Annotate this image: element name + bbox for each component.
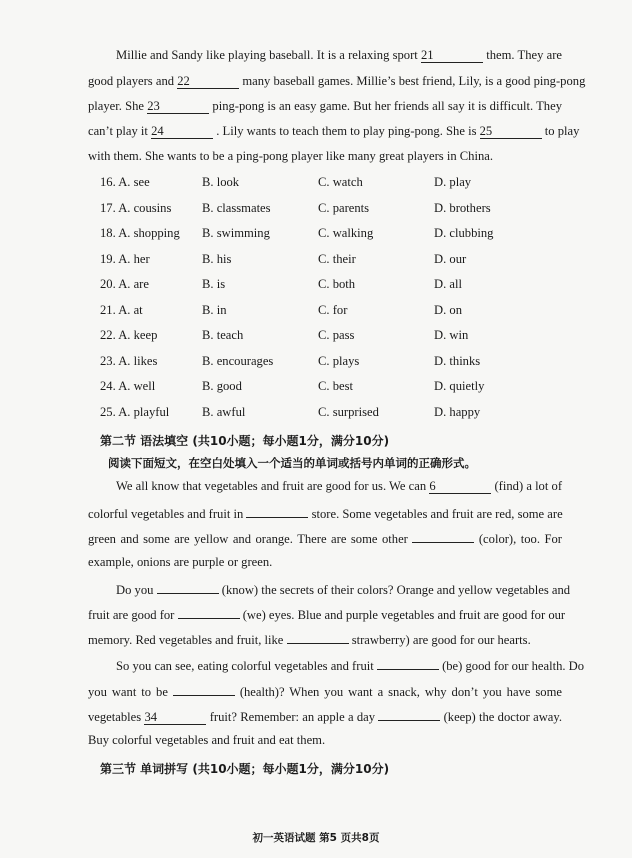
text-line — [88, 706, 562, 724]
option-choice: C. both — [318, 277, 356, 291]
option-row — [100, 326, 560, 344]
text-line — [116, 655, 585, 673]
text-segment: (be) good for our health. Do — [442, 659, 585, 673]
answer-blank[interactable] — [246, 503, 308, 518]
option-choice: B. swimming — [202, 226, 270, 240]
text-line — [116, 477, 562, 495]
text-line — [116, 46, 562, 64]
option-choice: 23. A. likes — [100, 353, 158, 368]
option-choice: C. parents — [318, 200, 370, 215]
option-choice: C. watch — [318, 175, 363, 189]
text-segment: colorful vegetables and fruit in — [88, 507, 244, 521]
option-choice: D. clubbing — [434, 226, 494, 240]
answer-blank[interactable] — [157, 579, 219, 594]
text-line — [88, 604, 566, 622]
option-choice: C. surprised — [318, 404, 379, 419]
text-segment: Buy colorful vegetables and fruit and eat them. — [88, 733, 326, 747]
option-choice: 24. A. well — [100, 379, 156, 393]
text-segment: . Lily wants to teach them to play ping-pong. She is — [216, 124, 477, 138]
answer-blank[interactable] — [377, 655, 439, 670]
option-row — [100, 352, 560, 370]
option-choice: D. happy — [434, 404, 481, 419]
text-segment: So you can see, eating colorful vegetables and fruit — [116, 659, 374, 673]
text-segment: many baseball games. Millie’s best friend, Lily, is a good ping-pong — [242, 74, 586, 88]
text-segment: with them. She wants to be a ping-pong player like many great players in China. — [88, 149, 494, 163]
text-line — [88, 503, 562, 521]
option-choice: D. brothers — [434, 200, 491, 215]
answer-blank[interactable] — [178, 604, 240, 619]
option-choice: C. walking — [318, 226, 374, 240]
answer-blank[interactable]: 21 — [421, 48, 483, 63]
option-choice: C. their — [318, 251, 356, 266]
option-choice: 21. A. at — [100, 302, 143, 317]
text-segment: We all know that vegetables and fruit are good for us. We can — [116, 479, 427, 493]
text-segment: memory. Red vegetables and fruit, like — [88, 633, 287, 647]
option-choice: 25. A. playful — [100, 404, 170, 419]
option-row — [100, 199, 560, 217]
text-segment: green and some are yellow and orange. There are some other — [88, 532, 408, 546]
option-choice: 22. A. keep — [100, 328, 158, 342]
text-line — [88, 97, 562, 115]
text-segment: store. Some vegetables and fruit are red, some are — [311, 507, 563, 521]
answer-blank[interactable]: 23 — [147, 99, 209, 114]
text-segment: (find) a lot of — [494, 479, 563, 493]
text-segment: (we) eyes. Blue and purple vegetables and fruit are good for our — [242, 608, 566, 622]
answer-blank[interactable]: 22 — [177, 74, 239, 89]
text-line — [88, 553, 562, 571]
option-choice: B. classmates — [202, 200, 271, 215]
text-line — [88, 72, 586, 90]
answer-blank[interactable]: 24 — [151, 124, 213, 139]
option-choice: 19. A. her — [100, 251, 150, 266]
section2-instruction: 阅读下面短文，在空白处填入一个适当的单词或括号内单词的正确形式。 — [108, 456, 476, 470]
text-line — [116, 579, 571, 597]
answer-blank[interactable] — [173, 681, 235, 696]
text-segment: good players and — [88, 74, 175, 88]
option-choice: B. is — [202, 277, 226, 291]
text-segment: Do you — [116, 583, 154, 597]
text-segment: can’t play it — [88, 124, 148, 138]
option-row — [100, 250, 560, 268]
option-choice: D. quietly — [434, 379, 485, 393]
option-choice: C. for — [318, 302, 348, 317]
text-line — [88, 528, 562, 546]
answer-blank[interactable] — [287, 629, 349, 644]
text-segment: them. They are — [486, 48, 562, 62]
option-choice: B. teach — [202, 328, 244, 342]
answer-blank[interactable] — [378, 706, 440, 721]
text-line — [88, 629, 562, 647]
answer-blank[interactable] — [412, 528, 474, 543]
text-line — [88, 681, 562, 699]
section3-heading: 第三节 单词拼写 (共10小题；每小题1分，满分10分) — [100, 762, 390, 776]
text-segment: fruit? Remember: an apple a day — [209, 710, 376, 724]
option-choice: C. pass — [318, 328, 355, 342]
text-segment: player. She — [88, 99, 145, 113]
option-choice: B. awful — [202, 404, 246, 419]
option-choice: B. in — [202, 302, 227, 317]
option-choice: B. encourages — [202, 353, 274, 368]
option-choice: C. plays — [318, 353, 360, 368]
option-choice: B. good — [202, 379, 242, 393]
option-row — [100, 224, 560, 242]
text-line — [88, 122, 580, 140]
option-choice: B. his — [202, 251, 232, 266]
text-line — [88, 731, 562, 749]
option-choice: D. on — [434, 302, 462, 317]
option-choice: 16. A. see — [100, 175, 150, 189]
option-choice: 20. A. are — [100, 277, 149, 291]
option-choice: 17. A. cousins — [100, 200, 172, 215]
text-line — [88, 147, 562, 165]
option-choice: 18. A. shopping — [100, 226, 180, 240]
option-choice: D. play — [434, 175, 472, 189]
option-choice: C. best — [318, 379, 353, 393]
text-segment: strawberry) are good for our hearts. — [351, 633, 531, 647]
text-segment: (health)? When you want a snack, why don’t you have some — [239, 685, 562, 699]
text-segment: Millie and Sandy like playing baseball. It is a relaxing sport — [116, 48, 418, 62]
option-row — [100, 275, 560, 293]
text-segment: example, onions are purple or green. — [88, 555, 273, 569]
option-choice: D. our — [434, 251, 467, 266]
answer-blank[interactable]: 6 — [429, 479, 491, 494]
text-segment: (know) the secrets of their colors? Orange and yellow vegetables and — [221, 583, 571, 597]
page-footer: 初一英语试题 第5 页共8页 — [252, 832, 380, 844]
text-segment: (keep) the doctor away. — [443, 710, 563, 724]
text-segment: to play — [544, 124, 580, 138]
option-choice: B. look — [202, 175, 240, 189]
text-segment: (color), too. For — [478, 532, 562, 546]
option-row — [100, 301, 560, 319]
option-choice: D. thinks — [434, 353, 481, 368]
text-segment: fruit are good for — [88, 608, 175, 622]
text-segment: you want to be — [88, 685, 168, 699]
answer-blank[interactable]: 34 — [144, 710, 206, 725]
option-choice: D. all — [434, 277, 462, 291]
option-row — [100, 173, 560, 191]
answer-blank[interactable]: 25 — [480, 124, 542, 139]
section2-heading: 第二节 语法填空 (共10小题；每小题1分，满分10分) — [100, 434, 390, 448]
option-row — [100, 377, 560, 395]
text-segment: vegetables — [88, 710, 142, 724]
option-choice: D. win — [434, 328, 469, 342]
option-row — [100, 403, 560, 421]
text-segment: ping-pong is an easy game. But her friends all say it is difficult. They — [212, 99, 562, 113]
